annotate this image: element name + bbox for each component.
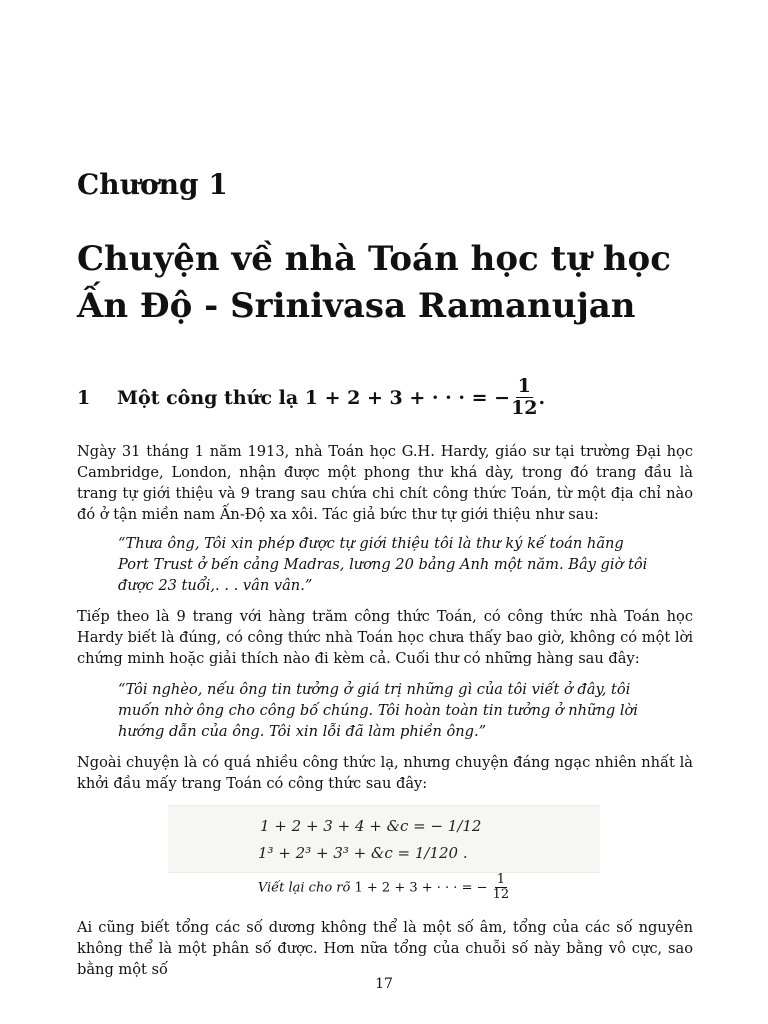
chapter-label: Chương 1 bbox=[77, 168, 228, 201]
fraction-numerator: 1 bbox=[517, 375, 531, 397]
handwriting-drawing bbox=[168, 806, 600, 872]
handwritten-formula-image bbox=[168, 805, 600, 873]
caption-formula: 1 + 2 + 3 + · · · = − bbox=[354, 880, 488, 896]
section-fraction bbox=[511, 376, 537, 420]
quote-closing: “Tôi nghèo, nếu ông tin tưởng ở giá trị những gì của tôi viết ở đây, tôi muốn nhờ ông cho công bố chúng. Tôi hoàn toàn tin tưởng ở những lời hướng dẫn của ông. Tôi xin lỗi đã làm phiền ông.” bbox=[118, 681, 638, 740]
paragraph-explanation: Ai cũng biết tổng các số dương không thể là một số âm, tổng của các số nguyên không thể là một phân số được. Hơn nữa tổng của chuỗi số này bằng vô cực, sao bằng một số bbox=[77, 919, 693, 978]
chapter-title: Chuyện về nhà Toán học tự học Ấn Độ - Srinivasa Ramanujan bbox=[77, 239, 671, 326]
section-heading bbox=[77, 376, 545, 420]
quote-introduction: “Thưa ông, Tôi xin phép được tự giới thiệu tôi là thư ký kế toán hãng Port Trust ở bến cảng Madras, lương 20 bảng Anh một năm. Bây giờ tôi được 23 tuổi,. . . vân vân.” bbox=[118, 535, 648, 594]
figure-caption bbox=[0, 873, 768, 903]
section-number: 1 bbox=[77, 386, 91, 409]
section-title-text: Một công thức lạ bbox=[117, 386, 299, 409]
caption-denominator: 12 bbox=[492, 887, 510, 903]
page-number: 17 bbox=[375, 976, 393, 992]
caption-text: Viết lại cho rõ bbox=[257, 880, 351, 896]
caption-numerator: 1 bbox=[496, 872, 506, 887]
handwritten-line-1: 1 + 2 + 3 + 4 + &c = − 1/12 bbox=[260, 817, 482, 835]
section-end-punct: . bbox=[538, 386, 546, 409]
paragraph-intro: Ngày 31 tháng 1 năm 1913, nhà Toán học G.H. Hardy, giáo sư tại trường Đại học Cambridge, London, nhận được một phong thư khá dày, trong đó trang đầu là trang tự giới thiệu và 9 trang sau chứa chi chít công thức Toán, từ một địa chỉ nào đó ở tận miền nam Ấn-Độ xa xôi. Tác giả bức thư tự giới thiệu như sau: bbox=[77, 443, 693, 523]
handwritten-line-2: 1³ + 2³ + 3³ + &c = 1/120 . bbox=[258, 844, 468, 862]
paragraph-formulas: Tiếp theo là 9 trang với hàng trăm công thức Toán, có công thức nhà Toán học Hardy biết là đúng, có công thức nhà Toán học chưa thấy bao giờ, không có một lời chứng minh hoặc giải thích nào đi kèm cả. Cuối thư có những hàng sau đây: bbox=[77, 608, 693, 667]
section-formula: 1 + 2 + 3 + · · · = − bbox=[304, 386, 511, 409]
fraction-denominator: 12 bbox=[511, 396, 538, 419]
paragraph-surprise: Ngoài chuyện là có quá nhiều công thức lạ, nhưng chuyện đáng ngạc nhiên nhất là khởi đầu mấy trang Toán có công thức sau đây: bbox=[77, 754, 693, 792]
caption-fraction bbox=[493, 873, 510, 903]
